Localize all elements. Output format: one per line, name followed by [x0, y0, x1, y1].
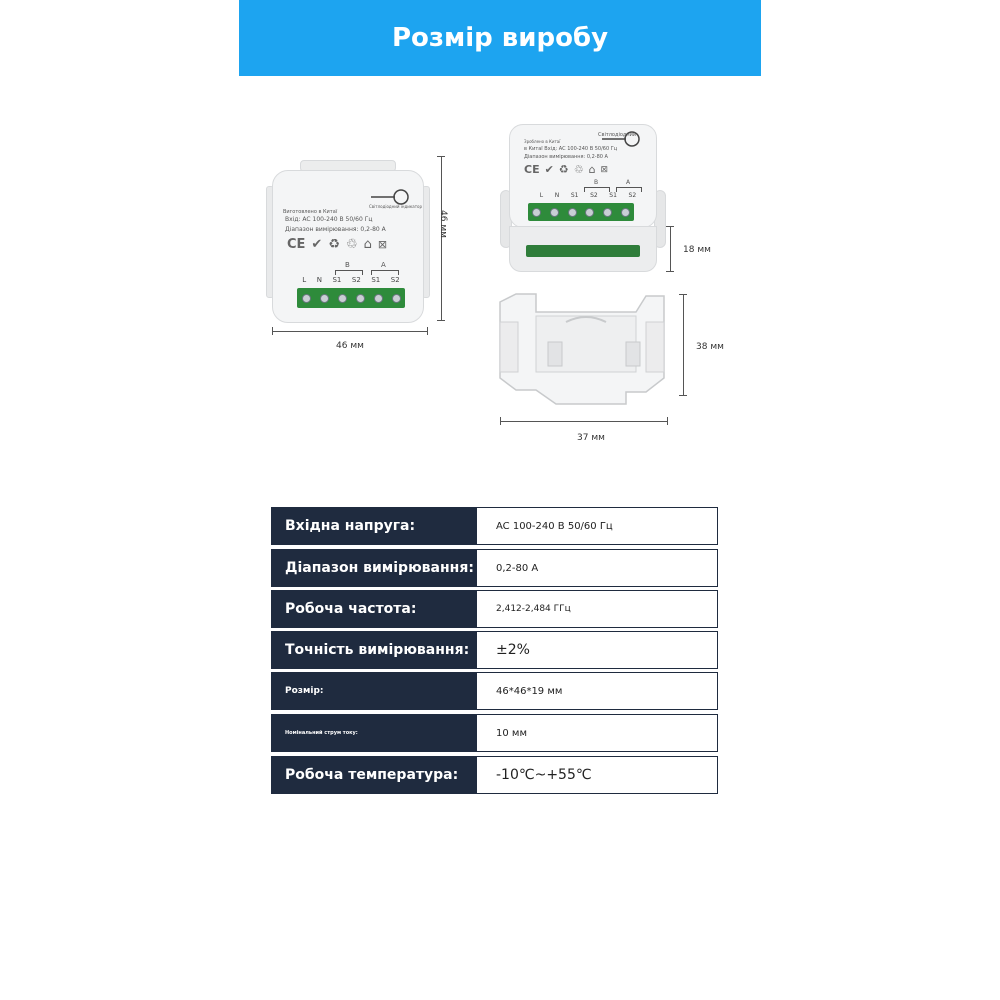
- terminal-label: S2: [390, 276, 400, 284]
- screw-terminal: [338, 294, 347, 303]
- terminal-label: S1: [609, 192, 617, 199]
- spec-value: 2,412-2,484 ГГц: [496, 604, 571, 614]
- origin-text: Зроблено в Китаї: [524, 139, 561, 144]
- screw-terminal: [603, 208, 612, 217]
- recycle-icon: ♻: [328, 237, 340, 252]
- terminal-label: S2: [590, 192, 598, 199]
- rohs-check-icon: ✔: [311, 237, 323, 252]
- dimension-bracket-height: 38 мм: [696, 342, 724, 352]
- screw-terminal: [302, 294, 311, 303]
- spec-label: Точність вимірювання:: [272, 632, 477, 668]
- rohs-check-icon: ✔: [544, 163, 554, 176]
- screw-terminal: [392, 294, 401, 303]
- terminal-group-b: B: [594, 179, 599, 186]
- ce-mark-icon: CE: [524, 163, 540, 176]
- spec-value: 46*46*19 мм: [496, 685, 563, 697]
- spec-value: ±2%: [496, 642, 530, 658]
- terminal-label: S1: [570, 192, 579, 199]
- screw-terminal: [320, 294, 329, 303]
- spec-value: 10 мм: [496, 727, 527, 739]
- terminal-group-a: A: [626, 179, 631, 186]
- terminal-label: L: [539, 192, 544, 199]
- dimension-bracket-width: 37 мм: [577, 433, 605, 443]
- device-front-body: [272, 170, 424, 323]
- recycle-arrows-icon: ♲: [573, 163, 584, 176]
- home-icon: ⌂: [363, 237, 372, 252]
- home-icon: ⌂: [588, 163, 596, 176]
- spec-value: -10℃~+55℃: [496, 767, 592, 783]
- spec-label: Робоча частота:: [272, 591, 477, 627]
- bracket-illustration: [496, 292, 672, 410]
- device-side-top: [509, 124, 657, 228]
- spec-label: Розмір:: [272, 673, 477, 709]
- device-side-front-face: [509, 226, 657, 272]
- terminal-labels: [297, 276, 405, 284]
- terminal-label: N: [316, 276, 322, 284]
- header-banner: [239, 0, 761, 76]
- terminal-openings: [526, 245, 640, 257]
- weee-bin-icon: ⊠: [377, 238, 388, 251]
- screw-terminal: [356, 294, 365, 303]
- screw-terminal: [568, 208, 577, 217]
- screw-terminal: [532, 208, 541, 217]
- spec-row-frequency: [271, 590, 718, 628]
- dimension-side-depth: 18 мм: [683, 245, 711, 255]
- terminal-label: S1: [371, 276, 381, 284]
- spec-row-input-voltage: [271, 507, 718, 545]
- screw-terminal: [550, 208, 559, 217]
- spec-label: Вхідна напруга:: [272, 508, 477, 544]
- screw-terminal: [374, 294, 383, 303]
- recycle-icon: ♻: [558, 163, 569, 176]
- terminal-label: S1: [332, 276, 342, 284]
- spec-value: AC 100-240 В 50/60 Гц: [496, 520, 613, 532]
- terminal-block: [528, 203, 634, 221]
- led-label: Світлодіодний: [598, 132, 637, 138]
- spec-label: Номінальний струм току:: [272, 715, 477, 751]
- input-text: в Китаї Вхід: AC 100-240 В 50/60 Гц: [524, 146, 618, 152]
- spec-row-rated-current: [271, 714, 718, 752]
- screw-terminal: [621, 208, 630, 217]
- certification-icons: [287, 237, 387, 252]
- terminal-label: S2: [351, 276, 361, 284]
- certification-icons: [524, 163, 608, 176]
- terminal-labels: [534, 192, 642, 199]
- range-text: Діапазон вимірювання: 0,2-80 А: [285, 226, 386, 233]
- spec-label: Діапазон вимірювання:: [272, 550, 477, 586]
- dimension-front-width: 46 мм: [336, 341, 364, 351]
- spec-row-measure-range: [271, 549, 718, 587]
- spec-row-accuracy: [271, 631, 718, 669]
- banner-title: Розмір виробу: [391, 23, 609, 53]
- recycle-arrows-icon: ♲: [345, 237, 358, 252]
- range-text: Діапазон вимірювання: 0,2-80 А: [524, 154, 608, 160]
- terminal-group-b: B: [345, 261, 350, 269]
- spec-row-temperature: [271, 756, 718, 794]
- terminal-label: S2: [628, 192, 637, 199]
- dimension-front-height: 46 мм: [438, 210, 448, 238]
- input-text: Вхід: AC 100-240 В 50/60 Гц: [285, 216, 373, 223]
- terminal-group-a: A: [381, 261, 386, 269]
- spec-value: 0,2-80 А: [496, 562, 539, 574]
- terminal-label: N: [554, 192, 560, 199]
- weee-bin-icon: ⊠: [600, 164, 609, 175]
- terminal-label: L: [302, 276, 307, 284]
- spec-label: Робоча температура:: [272, 757, 477, 793]
- origin-text: Виготовлено в Китаї: [283, 209, 338, 215]
- terminal-block: [297, 288, 405, 308]
- spec-row-size: [271, 672, 718, 710]
- screw-terminal: [585, 208, 594, 217]
- ce-mark-icon: CE: [287, 237, 306, 252]
- led-label: Світлодіодний індикатор: [369, 204, 423, 209]
